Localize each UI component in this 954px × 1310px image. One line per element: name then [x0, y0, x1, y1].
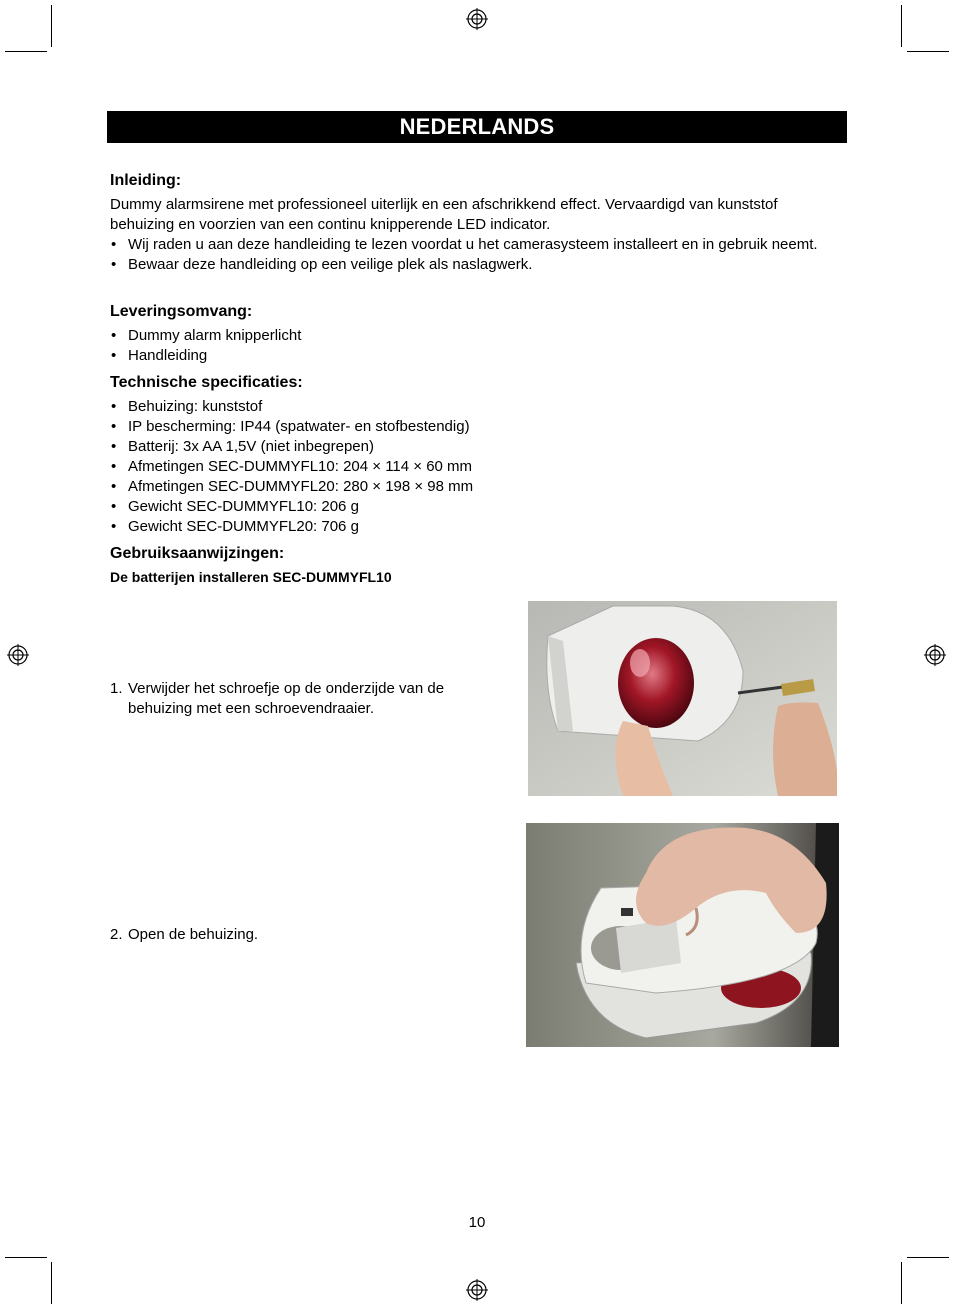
list-item: • Bewaar deze handleiding op een veilige plek als naslagwerk.	[110, 255, 840, 275]
list-item: • Handleiding	[110, 346, 840, 366]
usage-subheading: De batterijen installeren SEC-DUMMYFL10	[110, 569, 392, 585]
siren-screwdriver-photo	[528, 601, 837, 796]
list-item: • Wij raden u aan deze handleiding te lezen voordat u het camerasysteem installeert en in gebruik neemt.	[110, 235, 840, 255]
registration-mark-icon	[7, 644, 29, 666]
list-item: • Dummy alarm knipperlicht	[110, 326, 840, 346]
usage-heading: Gebruiksaanwijzingen:	[110, 545, 285, 562]
step-text: Verwijder het schroefje op de onderzijde van de behuizing met een schroevendraaier.	[128, 680, 445, 717]
step-1	[110, 679, 480, 719]
step-text: Open de behuizing.	[128, 926, 259, 943]
usage-section	[110, 544, 840, 587]
step-2	[110, 925, 480, 945]
photo-open-housing	[526, 823, 839, 1047]
step-number: 2.	[110, 926, 123, 943]
intro-text: Dummy alarmsirene met professioneel uiterlijk en een afschrikkend effect. Vervaardigd van kunststof behuizing en voorzien van een continu knipperende LED indicator.	[110, 196, 778, 233]
intro-section	[110, 171, 840, 275]
language-banner: NEDERLANDS	[107, 111, 847, 143]
crop-mark	[5, 1257, 47, 1258]
page-number: 10	[468, 1214, 486, 1231]
crop-mark	[907, 1257, 949, 1258]
specs-heading: Technische specificaties:	[110, 374, 303, 391]
delivery-list	[110, 326, 840, 366]
list-item: • Batterij: 3x AA 1,5V (niet inbegrepen)	[110, 437, 840, 457]
intro-heading: Inleiding:	[110, 172, 182, 189]
crop-mark	[907, 51, 949, 52]
registration-mark-icon	[924, 644, 946, 666]
list-item: • Gewicht SEC-DUMMYFL20: 706 g	[110, 517, 840, 537]
step-number: 1.	[110, 680, 123, 697]
delivery-heading: Leveringsomvang:	[110, 303, 253, 320]
list-item: • Gewicht SEC-DUMMYFL10: 206 g	[110, 497, 840, 517]
photo-remove-screw	[528, 601, 837, 796]
intro-list	[110, 235, 840, 275]
crop-mark	[5, 51, 47, 52]
list-item: • Behuizing: kunststof	[110, 397, 840, 417]
crop-mark	[901, 5, 902, 47]
specs-list	[110, 397, 840, 537]
list-item: • Afmetingen SEC-DUMMYFL20: 280 × 198 × 98 mm	[110, 477, 840, 497]
list-item: • IP bescherming: IP44 (spatwater- en stofbestendig)	[110, 417, 840, 437]
crop-mark	[901, 1262, 902, 1304]
specs-section	[110, 373, 840, 537]
crop-mark	[51, 1262, 52, 1304]
crop-mark	[51, 5, 52, 47]
registration-mark-icon	[466, 8, 488, 30]
delivery-section	[110, 302, 840, 366]
registration-mark-icon	[466, 1279, 488, 1301]
open-housing-photo	[526, 823, 839, 1047]
list-item: • Afmetingen SEC-DUMMYFL10: 204 × 114 × 60 mm	[110, 457, 840, 477]
